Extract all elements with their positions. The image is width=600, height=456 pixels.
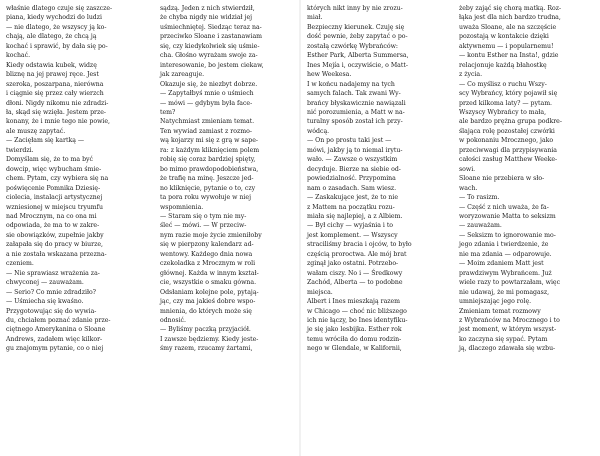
text-line: miejsca. bbox=[307, 288, 333, 296]
text-line: przeciwko Sloane i zastanawiam bbox=[160, 33, 263, 41]
text-line: Bezpieczny kierunek. Czuję się bbox=[307, 23, 405, 31]
text-line: tem? bbox=[160, 108, 176, 116]
text-line: Przygotowując się do wywia- bbox=[6, 307, 97, 315]
text-line: piana, kiedy wychodzi do ludzi bbox=[6, 14, 102, 22]
text-line: załapała się do pracy w biurze, bbox=[6, 241, 103, 249]
text-line: ale bardzo prężna grupa podkre- bbox=[459, 118, 562, 126]
text-line: cie, wszystkie o smaku gówna. bbox=[160, 279, 257, 287]
text-line: jego zdania i twierdzenie, że bbox=[459, 241, 549, 249]
text-line: chwyconej — zauważam. bbox=[6, 279, 84, 287]
left-page-column-1 bbox=[6, 4, 146, 354]
text-line: powiedzialność. Przypomina bbox=[307, 175, 396, 183]
text-line: wódcą. bbox=[307, 127, 330, 135]
text-line: scy Wybrańcy, który pojawił się bbox=[459, 90, 558, 98]
text-line: Ten wywiad zamiast z rozmo- bbox=[160, 127, 252, 135]
text-line: czeniem. bbox=[6, 260, 34, 268]
text-line: wało. — Zawsze o wszystkim bbox=[307, 156, 398, 164]
text-line: przeciwwagi dla przypisywania bbox=[459, 146, 557, 154]
text-line: — Uśmiecha się kwaśno. bbox=[6, 298, 84, 306]
text-line: Sloane nie przebiera w sło- bbox=[459, 175, 545, 183]
text-line: — Zaskakujące jest, że to nie bbox=[307, 194, 399, 202]
text-line: pozostają w kontakcie dzięki bbox=[459, 33, 549, 41]
text-line: Albert i Ines mieszkają razem bbox=[307, 298, 401, 306]
text-line: śleć — mówi. — W przeciw- bbox=[160, 222, 247, 230]
text-line: wzniesionej w miejscu tryumfu bbox=[6, 203, 103, 211]
text-line: zostałą czwórkę Wybrańców: bbox=[307, 42, 398, 50]
text-line: ta pora roku wywołuje w niej bbox=[160, 194, 251, 202]
text-line: — Moim zdaniem Matt jest bbox=[459, 260, 544, 268]
text-line: miał. bbox=[307, 14, 323, 22]
text-line: — Zacięłam się kartką — bbox=[6, 137, 85, 145]
text-line: z życia. bbox=[459, 71, 483, 79]
text-line: cha. Głośno wyrażam swoje za- bbox=[160, 52, 258, 60]
text-line: jest moment, w którym wszyst- bbox=[459, 326, 557, 334]
left-page-column-2 bbox=[160, 4, 298, 354]
text-line: du, chciałem poznać zdanie prze- bbox=[6, 316, 111, 324]
text-line: Domyślam się, że to ma być bbox=[6, 156, 93, 164]
text-line: samych falach. Tak zwani Wy- bbox=[307, 90, 401, 98]
text-line: czekoladka z Mrocznym w roli bbox=[160, 260, 256, 268]
text-line: aktywnemu — i popularnemu! bbox=[459, 42, 554, 50]
text-line: a nie została wskazana przezna- bbox=[6, 250, 107, 258]
right-page-column-1 bbox=[307, 4, 445, 354]
text-line: interesowanie, bo jestem ciekaw, bbox=[160, 61, 264, 69]
text-line: ich nie łączy, bo Ines identyfiku- bbox=[307, 316, 408, 324]
text-line: Wszyscy Wybrańcy to mała, bbox=[459, 108, 547, 116]
text-line: Ines Mejía i, oczywiście, o Matt- bbox=[307, 61, 408, 69]
text-line: chają, ale dlatego, że chcą ją bbox=[6, 33, 97, 41]
text-line: wach. bbox=[459, 184, 478, 192]
text-line: śmy razem, rzucamy żartami, bbox=[160, 345, 253, 353]
text-line: woryzowanie Matta to seksizm bbox=[459, 212, 556, 220]
text-line: uśmiechniętej. Siedząc teraz na- bbox=[160, 23, 262, 31]
text-line: I zawsze będziemy. Kiedy jeste- bbox=[160, 335, 259, 343]
text-line: wentowy. Każdego dnia nowa bbox=[160, 250, 253, 258]
text-line: Okazuje się, że niezbyt dobrze. bbox=[160, 80, 258, 88]
text-line: — Część z nich uważa, że fa- bbox=[459, 203, 549, 211]
text-line: Zachód, Alberta — to podobne bbox=[307, 279, 403, 287]
text-line: z Wybrańców na Mrocznego i to bbox=[459, 316, 560, 324]
text-line: chem. Pytam, czy wybiera się na bbox=[6, 175, 109, 183]
text-line: temu wróciła do domu rodzin- bbox=[307, 335, 402, 343]
text-line: poświęcenie Pomnika Dziesię- bbox=[6, 184, 101, 192]
text-line: brańcy błyskawicznie nawiązali bbox=[307, 99, 406, 107]
text-line: się w pierpzony kalendarz ad- bbox=[160, 241, 254, 249]
text-line: ła, skąd się wzięła. Jestem prze- bbox=[6, 108, 107, 116]
text-line: dowcip, więc wybucham śmie- bbox=[6, 165, 102, 173]
text-line: Zmieniam temat rozmowy bbox=[459, 307, 541, 315]
text-line: sowi. bbox=[459, 165, 476, 173]
text-line: decyduje. Bierze na siebie od- bbox=[307, 165, 401, 173]
text-line: nym razie moje życie zmieniłoby bbox=[160, 231, 262, 239]
text-line: żeby zająć się chorą matką. Roz- bbox=[459, 5, 562, 12]
text-line: miała się najlepiej, a z Albiem. bbox=[307, 212, 403, 220]
text-line: że chyba nigdy nie widział jej bbox=[160, 14, 253, 22]
text-line: hew Weekesa. bbox=[307, 71, 352, 79]
text-line: ciolecia, instalacji artystycznej bbox=[6, 194, 103, 202]
text-line: szeroka, poszarpana, nierówna bbox=[6, 80, 104, 88]
text-line: wałam ciszy. No i — Średkowy bbox=[307, 269, 403, 277]
text-line: — Serio? Co mnie zdradziło? bbox=[6, 288, 97, 296]
text-line: — Nie sprawiasz wrażenia za- bbox=[6, 269, 100, 277]
text-line: w pokonaniu Mrocznego, jako bbox=[459, 137, 554, 145]
text-line: turalny sposób został ich przy- bbox=[307, 118, 403, 126]
text-line: odpowiada, że ma to w zakre- bbox=[6, 222, 100, 230]
text-line: uważa Sloane, ale na szczęście bbox=[459, 23, 557, 31]
text-line: odnosić. bbox=[160, 316, 186, 324]
text-line: Esther Park, Alberta Summersa, bbox=[307, 52, 409, 60]
text-line: z Mattem na początku rozu- bbox=[307, 203, 395, 211]
text-line: zginął jako ostatni. Potrzebo- bbox=[307, 260, 399, 268]
text-line: twierdzi. bbox=[6, 146, 34, 154]
text-line: — Seksizm to ignorowanie mo- bbox=[459, 231, 556, 239]
text-line: Natychmiast zmieniam temat. bbox=[160, 118, 255, 126]
text-line: umniejszając jego rolę. bbox=[459, 298, 532, 306]
text-line: sie obowiązków, zupełnie jakby bbox=[6, 231, 104, 239]
text-line: Odsłaniam kolejne pole, pytają- bbox=[160, 288, 259, 296]
text-line: Andrews, zadałem więc kilkor- bbox=[6, 335, 103, 343]
text-line: ko zaczyna się sypać. Pytam bbox=[459, 335, 548, 343]
text-line: dość pewnie, żeby zapytać o po- bbox=[307, 33, 408, 41]
text-line: nad Mrocznym, na co ona mi bbox=[6, 212, 97, 220]
text-line: ciętnego Amerykanina o Sloane bbox=[6, 326, 106, 334]
page-gutter bbox=[299, 0, 301, 456]
text-line: — Co myślisz o ruchu Wszy- bbox=[459, 80, 547, 88]
text-line: mówi, jakby ją to niemal irytu- bbox=[307, 146, 403, 154]
text-line: właśnie dlatego czuje się zaszcze- bbox=[6, 5, 113, 12]
text-line: je się jako lesbijka. Esther rok bbox=[307, 326, 402, 334]
text-line: konany, że i mnie tego nie powie, bbox=[6, 118, 111, 126]
text-line: sądzą. Jeden z nich stwierdził, bbox=[160, 5, 255, 12]
text-line: łąka jest dla nich bardzo trudna, bbox=[459, 14, 561, 22]
text-line: nego w Glendale, w Kalifornii, bbox=[307, 345, 402, 353]
text-line: — On po prostu taki jest — bbox=[307, 137, 392, 145]
text-line: — nie dlatego, że wszyscy ją ko- bbox=[6, 23, 107, 31]
text-line: — To rasizm. bbox=[459, 194, 500, 202]
text-line: bliznę na jej prawej ręce. Jest bbox=[6, 71, 99, 79]
text-line: częścią proroctwa. Ale mój brat bbox=[307, 250, 407, 258]
text-line: ra: z każdym kliknięciem polem bbox=[160, 146, 260, 154]
text-line: no kliknięcie, pytanie o to, czy bbox=[160, 184, 256, 192]
text-line: gu znajomym pytanie, co o niej bbox=[6, 345, 104, 353]
text-line: — kontu Esther na Insta!, gdzie bbox=[459, 52, 559, 60]
text-line: których nikt inny by nie zrozu- bbox=[307, 5, 403, 12]
text-line: — zauważam. bbox=[459, 222, 502, 230]
text-line: się, czy kiedykolwiek się uśmie- bbox=[160, 42, 260, 50]
text-line: wspomnienia. bbox=[160, 203, 204, 211]
text-line: — Był cichy — wyjaśnia i to bbox=[307, 222, 394, 230]
text-line: w Chicago — choć nic bliższego bbox=[307, 307, 407, 315]
text-line: prawdziwym Wybrańcem. Już bbox=[459, 269, 552, 277]
text-line: bo mimo prawdopodobieństwa, bbox=[160, 165, 259, 173]
text-line: Kiedy odstawia kubek, widzę bbox=[6, 61, 97, 69]
text-line: ją, dlaczego zdawała się wzbu- bbox=[459, 345, 556, 353]
text-line: nić porozumienia, a Matt w na- bbox=[307, 108, 405, 116]
text-line: mnienia, do których może się bbox=[160, 307, 252, 315]
text-line: przed kilkoma laty? — pytam. bbox=[459, 99, 553, 107]
text-line: jąc, czy ma jakieś dobre wspo- bbox=[160, 298, 256, 306]
text-line: ale muszę zapytać. bbox=[6, 127, 66, 135]
text-line: — mówi — gdybym była face- bbox=[160, 99, 253, 107]
text-line: że trafię na minę. Jeszcze jed- bbox=[160, 175, 254, 183]
text-line: — Zapytałbyś mnie o uśmiech bbox=[160, 90, 254, 98]
text-line: kochać. bbox=[6, 52, 31, 60]
text-line: całości zasług Matthew Weeke- bbox=[459, 156, 558, 164]
text-line: głównej. Każda w innym kształ- bbox=[160, 269, 259, 277]
right-page-column-2 bbox=[459, 4, 597, 354]
text-line: jak zareaguje. bbox=[160, 71, 205, 79]
text-line: nie ma zdania — odparowuje. bbox=[459, 250, 552, 258]
text-line: relacjonuje każdą błahostkę bbox=[459, 61, 547, 69]
text-line: ślająca rolę pozostałej czwórki bbox=[459, 127, 555, 135]
text-line: wą kojarzy mi się z grą w sape- bbox=[160, 137, 258, 145]
text-line: dłoni. Nigdy nikomu nie zdradzi- bbox=[6, 99, 109, 107]
text-line: straciliśmy bracia i ojców, to było bbox=[307, 241, 412, 249]
text-line: i ciągnie się przez cały wierzch bbox=[6, 90, 104, 98]
text-line: wiele razy to powtarzałam, więc bbox=[459, 279, 561, 287]
text-line: nie udawaj, że mi pomagasz, bbox=[459, 288, 550, 296]
text-line: nam o zasadach. Sam wiesz. bbox=[307, 184, 397, 192]
text-line: jest komplement. — Wszyscy bbox=[307, 231, 398, 239]
text-line: I w końcu nadajemy na tych bbox=[307, 80, 395, 88]
text-line: — Byliśmy paczką przyjaciół. bbox=[160, 326, 251, 334]
text-line: robię się coraz bardziej spięty, bbox=[160, 156, 256, 164]
text-line: kochać i sprawić, by dała się po- bbox=[6, 42, 108, 50]
text-line: — Staram się o tym nie my- bbox=[160, 212, 247, 220]
